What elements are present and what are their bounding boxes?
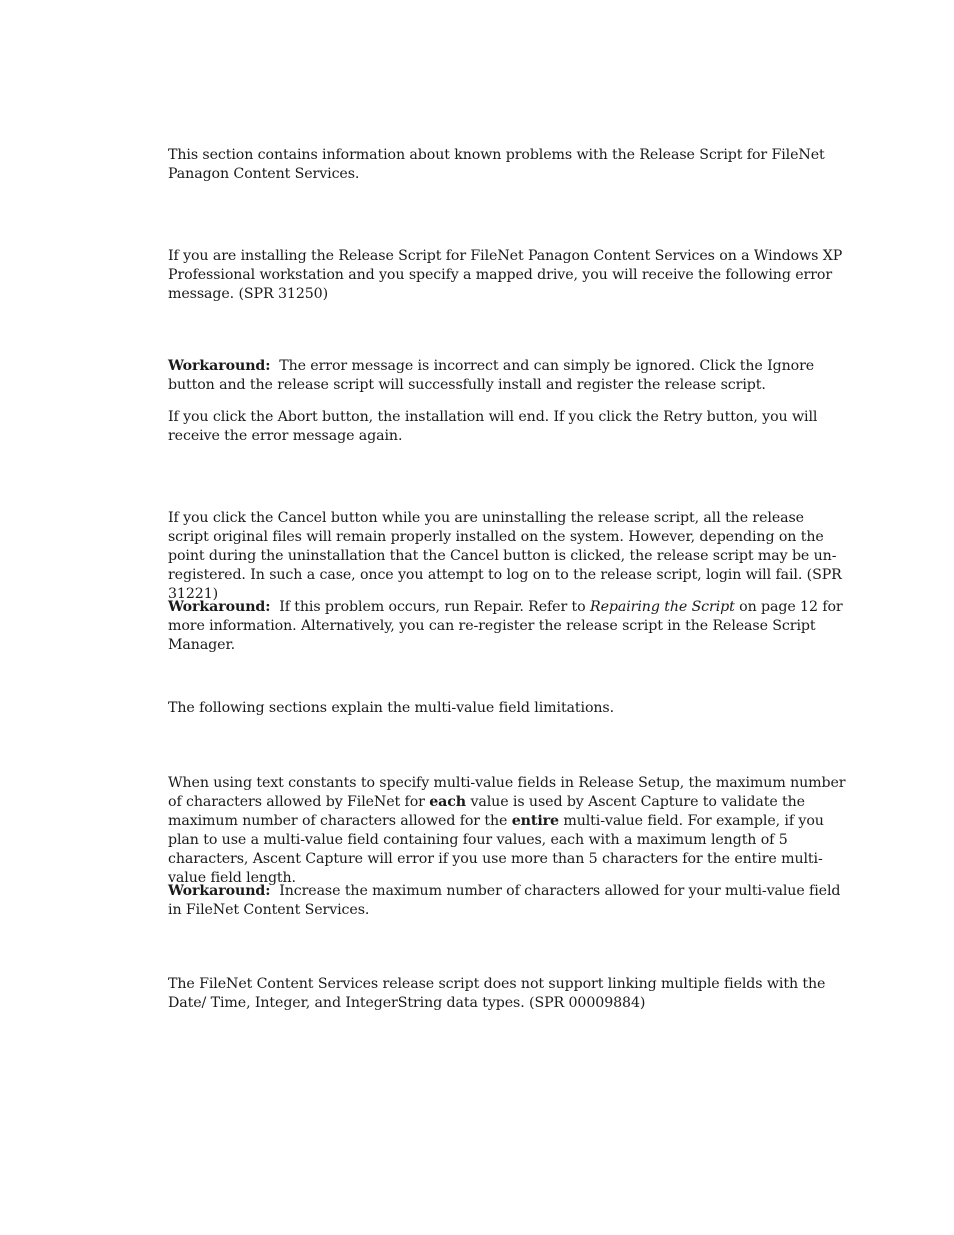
uninstall-workaround: Workaround: If this problem occurs, run Repair. Refer to Repairing the Script on page 12 for more information. Alternatively, you can re-register the release script in the Release Script Manager. [168,599,843,653]
intro-paragraph: This section contains information about known problems with the Release Script for FileNet Panagon Content Services. [168,147,825,182]
linking-fields-paragraph: The FileNet Content Services release script does not support linking multiple fields with the Date/ Time, Integer, and IntegerString data types. (SPR 00009884) [168,976,826,1011]
uninstall-cancel-paragraph: If you click the Cancel button while you are uninstalling the release script, all the release script original files will remain properly installed on the system. However, depending on the point during the uninstallation that the Cancel button is clicked, the release script may be un-registered. In such a case, once you attempt to log on to the release script, login will fail. (SPR 31221) [168,510,842,602]
workaround-label: Workaround: [168,599,271,615]
abort-retry-paragraph: If you click the Abort button, the installation will end. If you click the Retry button, you will receive the error message again. [168,409,818,444]
text-constants-paragraph: When using text constants to specify multi-value fields in Release Setup, the maximum number of characters allowed by FileNet for each value is used by Ascent Capture to validate the maximum number of characters allowed for the entire multi-value field. For example, if you plan to use a multi-value field containing four values, each with a maximum length of 5 characters, Ascent Capture will error if you use more than 5 characters for the entire multi-value field length. [168,775,846,886]
workaround-label: Workaround: [168,358,271,374]
mapped-drive-paragraph: If you are installing the Release Script for FileNet Panagon Content Services on a Windows XP Professional workstation and you specify a mapped drive, you will receive the following error message. (SPR 31250) [168,248,843,302]
multi-value-workaround: Workaround: Increase the maximum number of characters allowed for your multi-value field in FileNet Content Services. [168,883,841,918]
multi-value-intro: The following sections explain the multi-value field limitations. [168,700,615,716]
repairing-script-reference: Repairing the Script [590,599,735,615]
workaround-label: Workaround: [168,883,271,899]
mapped-drive-workaround: Workaround: The error message is incorrect and can simply be ignored. Click the Ignore button and the release script will successfully install and register the release script. [168,358,815,393]
